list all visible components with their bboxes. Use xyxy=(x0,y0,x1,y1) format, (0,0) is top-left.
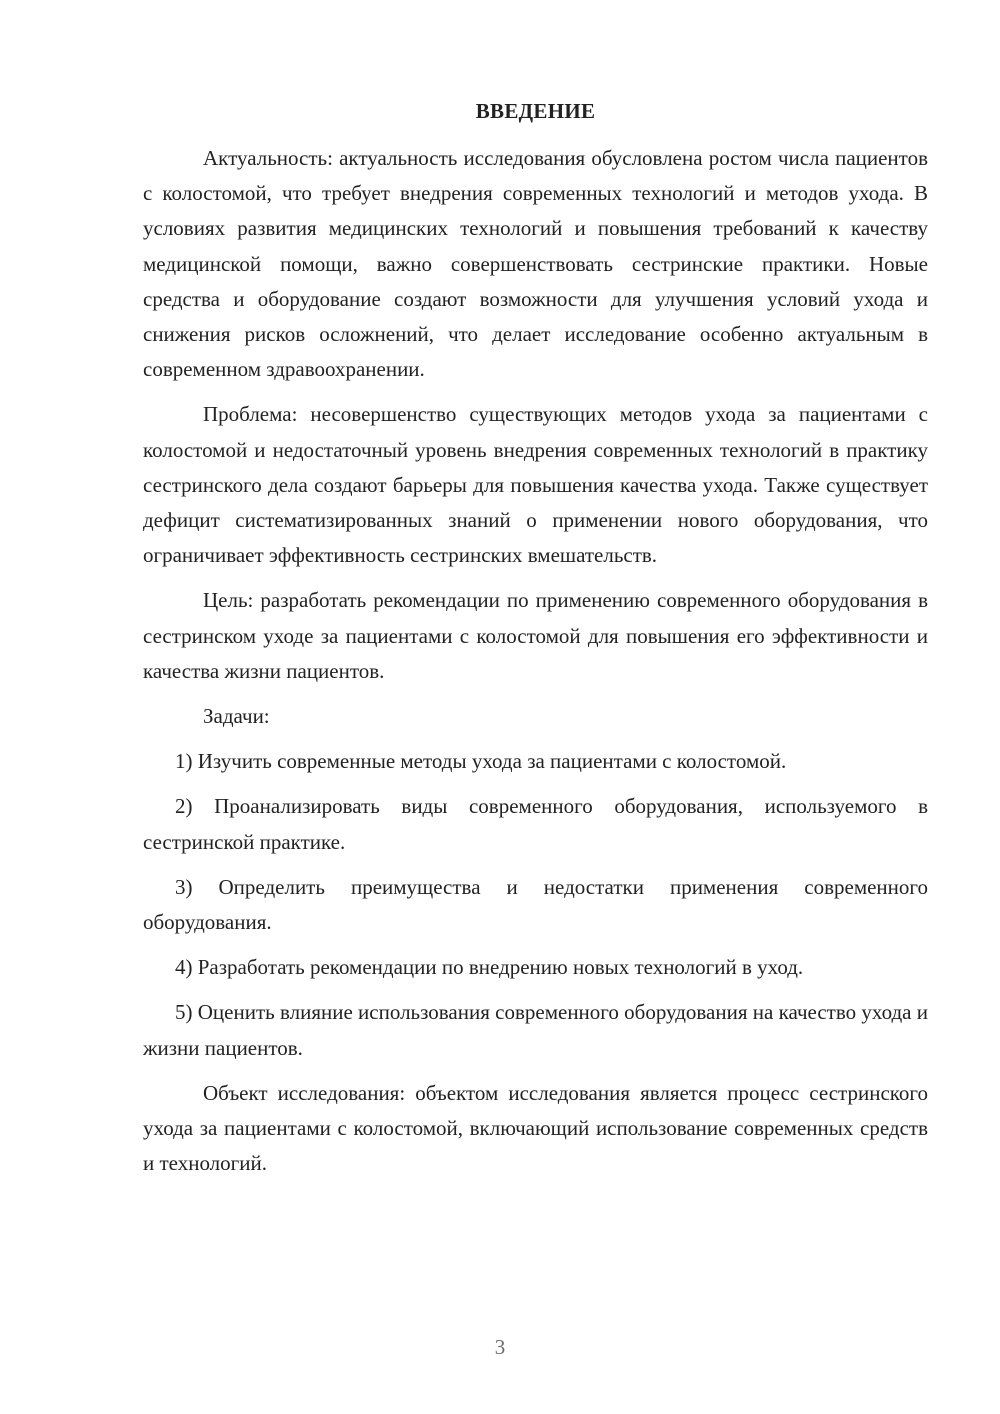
task-item: 4) Разработать рекомендации по внедрению новых технологий в уход. xyxy=(175,955,804,980)
task-item: 1) Изучить современные методы ухода за пациентами с колостомой. xyxy=(175,749,787,774)
task-item: 5) Оценить влияние использования современного оборудования на качество ухода и жизни пациентов. xyxy=(143,1000,928,1060)
object-paragraph: Объект исследования: объектом исследования является процесс сестринского ухода за пациентами с колостомой, включающий использование современных средств и технологий. xyxy=(143,1080,928,1176)
tasks-list xyxy=(143,744,928,1066)
task-item: 2) Проанализировать виды современного оборудования, используемого в сестринской практике. xyxy=(143,794,928,854)
task-item: 3) Определить преимущества и недостатки применения современного оборудования. xyxy=(143,874,928,935)
page-number: 3 xyxy=(494,1335,506,1359)
tasks-heading: Задачи: xyxy=(203,704,270,729)
problem-paragraph: Проблема: несовершенство существующих методов ухода за пациентами с колостомой и недостаточный уровень внедрения современных технологий в практику сестринского дела создают барьеры для повышения качества ухода. Также существует дефицит систематизированных знаний о применении нового оборудования, что ограничивает эффективность сестринских вмешательств. xyxy=(143,402,928,568)
page-title: ВВЕДЕНИЕ xyxy=(475,99,596,123)
relevance-paragraph: Актуальность: актуальность исследования обусловлена ростом числа пациентов с колостомой, что требует внедрения современных технологий и методов ухода. В условиях развития медицинских технологий и повышения требований к качеству медицинской помощи, важно совершенствовать сестринские практики. Новые средства и оборудование создают возможности для улучшения условий ухода и снижения рисков осложнений, что делает исследование особенно актуальным в современном здравоохранении. xyxy=(143,146,928,382)
goal-paragraph: Цель: разработать рекомендации по применению современного оборудования в сестринском уходе за пациентами с колостомой для повышения его эффективности и качества жизни пациентов. xyxy=(143,588,928,683)
page-content xyxy=(143,96,928,1191)
